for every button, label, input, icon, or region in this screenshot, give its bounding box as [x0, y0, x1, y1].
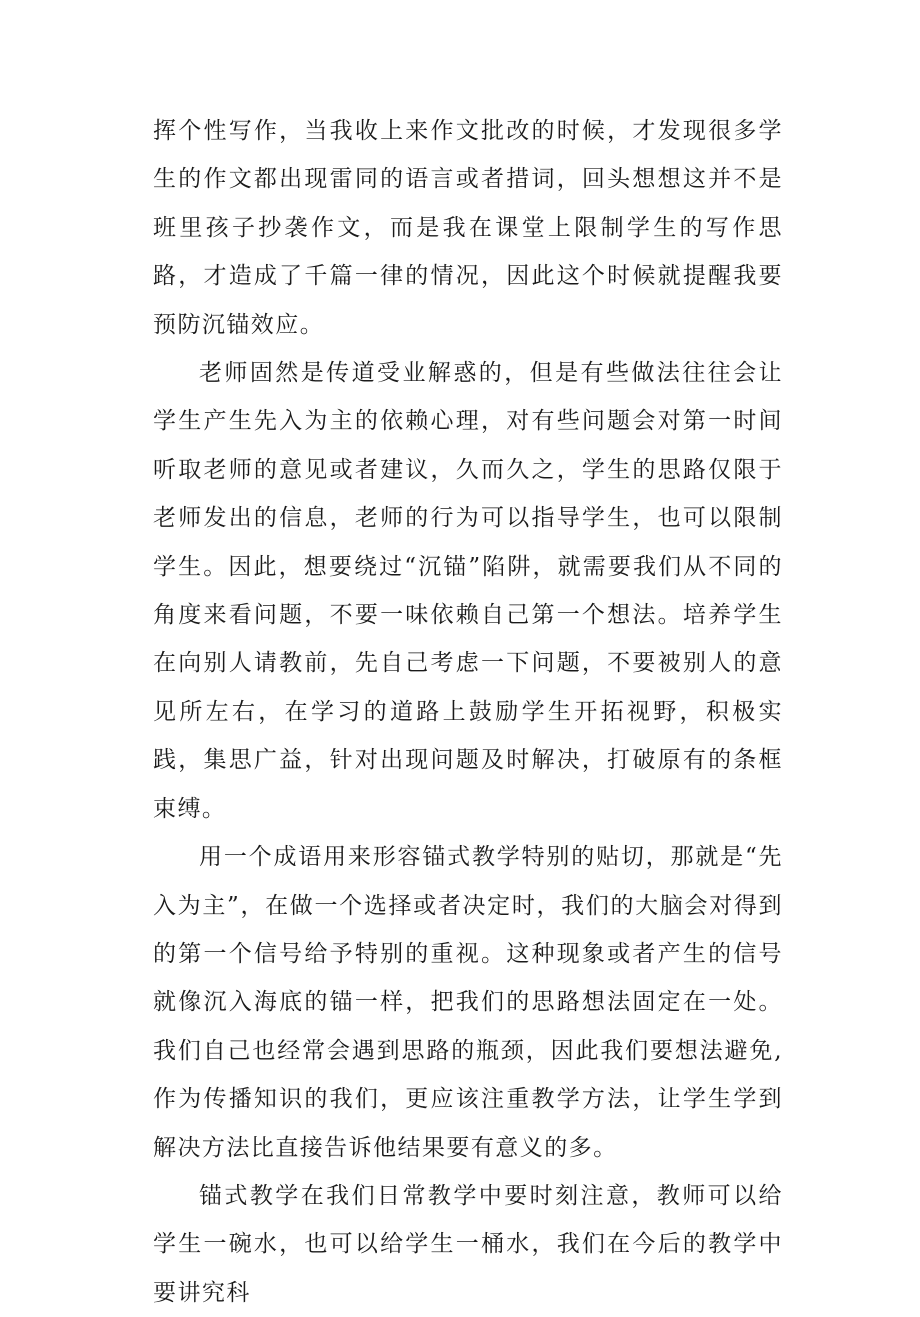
paragraph-1: 挥个性写作，当我收上来作文批改的时候，才发现很多学生的作文都出现雷同的语言或者措词，回头想想这并不是班里孩子抄袭作文，而是我在课堂上限制学生的写作思路，才造成了千篇一律的情况，因此这个时候就提醒我要预防沉锚效应。 [153, 118, 783, 338]
paragraph-4: 锚式教学在我们日常教学中要时刻注意，教师可以给学生一碗水，也可以给学生一桶水，我们在今后的教学中要讲究科 [153, 1182, 783, 1306]
paragraph-3: 用一个成语用来形容锚式教学特别的贴切，那就是“先入为主”，在做一个选择或者决定时，我们的大脑会对得到的第一个信号给予特别的重视。这种现象或者产生的信号就像沉入海底的锚一样，把我们的思路想法固定在一处。我们自己也经常会遇到思路的瓶颈，因此我们要想法避免,作为传播知识的我们，更应该注重教学方法，让学生学到解决方法比直接告诉他结果要有意义的多。 [153, 844, 783, 1161]
body-text [153, 107, 783, 1317]
paragraph-2: 老师固然是传道受业解惑的，但是有些做法往往会让学生产生先入为主的依赖心理，对有些问题会对第一时间听取老师的意见或者建议，久而久之，学生的思路仅限于老师发出的信息，老师的行为可以指导学生，也可以限制学生。因此，想要绕过“沉锚”陷阱，就需要我们从不同的角度来看问题，不要一味依赖自己第一个想法。培养学生在向别人请教前，先自己考虑一下问题，不要被别人的意见所左右，在学习的道路上鼓励学生开拓视野，积极实践，集思广益，针对出现问题及时解决，打破原有的条框束缚。 [153, 360, 783, 822]
